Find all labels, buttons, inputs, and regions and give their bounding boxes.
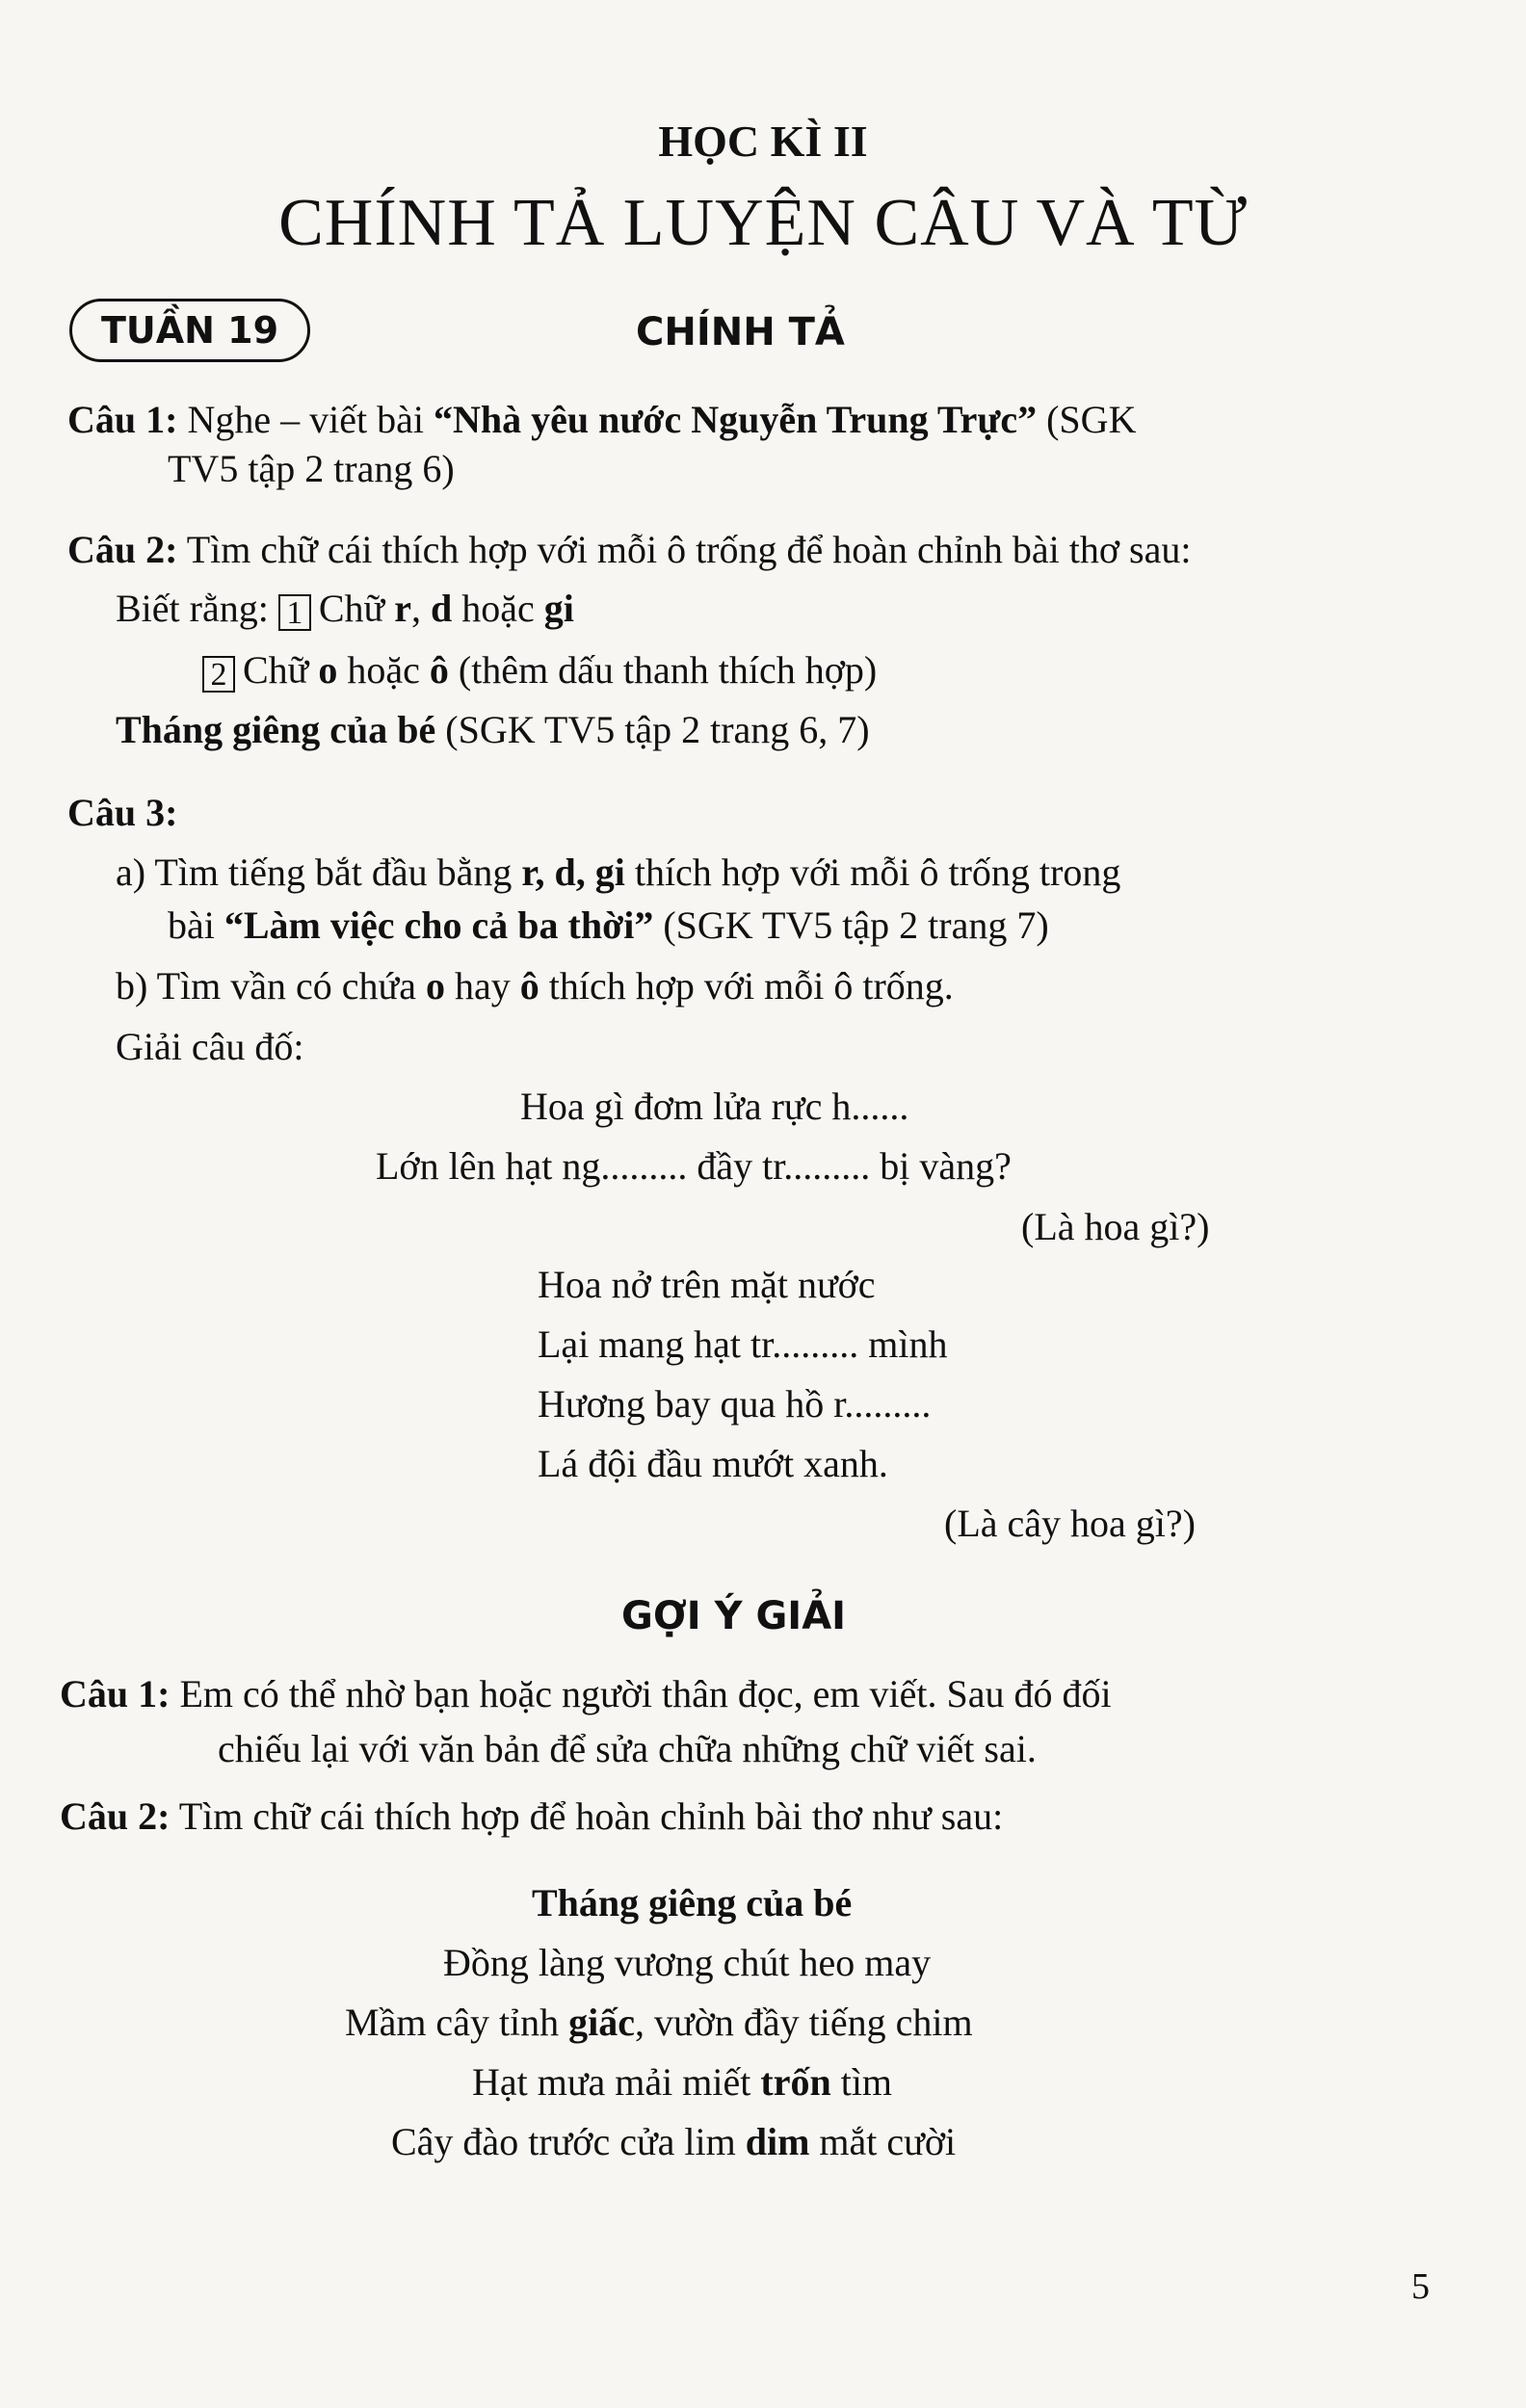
riddle-1-line-2: Lớn lên hạt ng......... đầy tr......... bị vàng? [376,1144,1012,1188]
poem-text: , vườn đầy tiếng chim [635,2001,973,2044]
question-text: a) Tìm tiếng bắt đầu bằng [116,851,522,894]
number-box: 2 [202,656,235,693]
hint-line-2 [202,647,877,693]
poem-text: Mầm cây tỉnh [345,2001,569,2044]
section-title: CHÍNH TẢ [636,310,845,354]
solution-text: Em có thể nhờ bạn hoặc người thân đọc, em viết. Sau đó đối [170,1672,1112,1715]
question-2 [67,527,1191,572]
poem-line-2 [345,2000,973,2045]
question-text: Nghe – viết bài [177,398,434,441]
riddle-2-line-4: Lá đội đầu mướt xanh. [538,1442,888,1485]
solution-1-line-2: chiếu lại với văn bản để sửa chữa những chữ viết sai. [218,1727,1037,1770]
riddle-2-line-1: Hoa nở trên mặt nước [538,1263,876,1306]
hint-text: , [410,587,431,630]
hint-letter: r [394,587,411,630]
poem-text: Hạt mưa mải miết [472,2060,761,2104]
riddle-intro: Giải câu đố: [116,1025,304,1068]
poem-ref: (SGK TV5 tập 2 trang 6, 7) [435,708,870,751]
answer-word: giấc [568,2001,636,2044]
poem-line-3 [472,2059,892,2105]
hint-text: Chữ [318,587,395,630]
poem-line-1: Đồng làng vương chút heo may [443,1941,932,1984]
lesson-title: “Làm việc cho cả ba thời” [224,903,654,947]
riddle-1-answer: (Là hoa gì?) [1021,1205,1210,1248]
riddle-2-line-2: Lại mang hạt tr......... mình [538,1322,948,1366]
hint-text: Chữ [243,648,319,692]
solution-text: Tìm chữ cái thích hợp để hoàn chỉnh bài thơ như sau: [170,1794,1004,1838]
hint-letter: gi [543,587,574,630]
hint-letter: ô [429,648,449,692]
riddle-1-line-1: Hoa gì đơm lửa rực h...... [520,1085,909,1128]
poem-text: mắt cười [809,2120,957,2163]
answer-word: trốn [760,2060,831,2104]
number-box: 1 [278,594,311,631]
lesson-title: “Nhà yêu nước Nguyễn Trung Trực” [433,398,1038,441]
question-text: Tìm chữ cái thích hợp với mỗi ô trống để hoàn chỉnh bài thơ sau: [177,528,1192,571]
answer-word: dim [745,2120,810,2163]
question-text: bài [168,903,224,947]
hint-text: (thêm dấu thanh thích hợp) [448,648,878,692]
riddle-2-answer: (Là cây hoa gì?) [944,1502,1196,1545]
question-3b [116,963,954,1008]
poem-text: tìm [830,2060,893,2104]
page-number: 5 [1411,2266,1430,2307]
question-3a [116,850,1120,895]
hint-text: hoặc [337,648,430,692]
question-1 [67,397,1136,442]
page-title: CHÍNH TẢ LUYỆN CÂU VÀ TỪ [278,186,1248,260]
hint-text: hoặc [452,587,544,630]
poem-title: Tháng giêng của bé [116,708,436,751]
poem-text: Cây đào trước cửa lim [391,2120,746,2163]
question-label: Câu 2: [60,1794,171,1838]
week-badge: TUẦN 19 [69,299,310,362]
question-label: Câu 1: [60,1672,171,1715]
hint-letter: d [430,587,453,630]
poem-line-4 [391,2119,956,2164]
question-text: thích hợp với mỗi ô trống trong [624,851,1121,894]
poem-reference [116,707,870,752]
question-1-line-2: TV5 tập 2 trang 6) [168,447,455,490]
question-text: (SGK [1037,398,1137,441]
solution-heading: GỢI Ý GIẢI [621,1594,847,1638]
solution-poem-title: Tháng giêng của bé [532,1881,853,1924]
question-text: thích hợp với mỗi ô trống. [539,964,954,1008]
question-label: Câu 1: [67,398,178,441]
question-text: (SGK TV5 tập 2 trang 7) [653,903,1049,947]
question-3-label: Câu 3: [67,791,178,834]
letters: o [425,964,445,1008]
hint-letter: o [318,648,338,692]
question-label: Câu 2: [67,528,178,571]
solution-2 [60,1793,1003,1839]
hint-line-1 [116,586,574,631]
solution-1 [60,1671,1112,1716]
question-3a-line-2 [168,903,1049,948]
letters: ô [519,964,539,1008]
riddle-2-line-3: Hương bay qua hồ r......... [538,1382,932,1426]
question-text: b) Tìm vần có chứa [116,964,426,1008]
semester-heading: HỌC KÌ II [658,117,868,166]
letters: r, d, gi [521,851,625,894]
question-text: hay [444,964,520,1008]
hint-prefix: Biết rằng: [116,587,269,630]
